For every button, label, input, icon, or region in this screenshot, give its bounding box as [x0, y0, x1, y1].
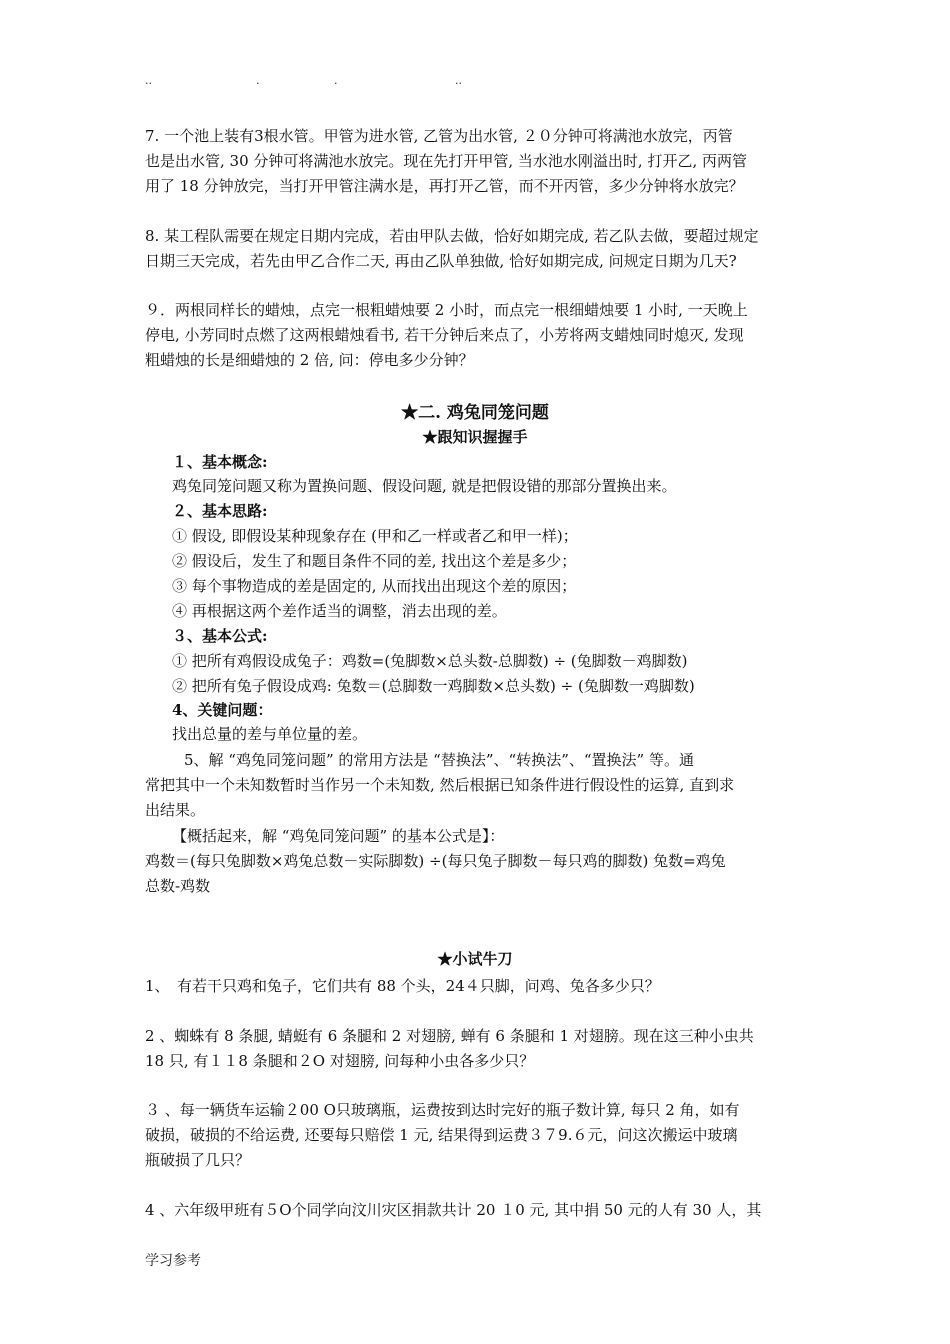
summary-heading: 【概括起来，解 “鸡兔同笼问题” 的基本公式是】： — [172, 827, 505, 845]
concept-text: 鸡兔同笼问题又称为置换问题、假设问题, 就是把假设错的那部分置换出来。 — [172, 477, 677, 495]
practice-2-line-1: 2 、蜘蛛有 8 条腿, 蜻蜓有 6 条腿和 2 对翅膀, 蝉有 6 条腿和 1 对翅膀。现在这三种小虫共 — [145, 1027, 754, 1045]
practice-3-line-2: 破损，破损的不给运费, 还要每只赔偿 1 元, 结果得到运费３７9.６元，问这次搬运中玻璃 — [145, 1126, 738, 1144]
approach-heading: ２、基本思路: — [172, 502, 268, 520]
header-dot-1: .. — [145, 74, 152, 87]
problem-9-line-2: 停电, 小芳同时点燃了这两根蜡烛看书, 若干分钟后来点了，小芳将两支蜡烛同时熄灭, 发现 — [145, 326, 744, 344]
problem-9-line-1: ９．两根同样长的蜡烛，点完一根粗蜡烛要 2 小时，而点完一根细蜡烛要 1 小时, 一天晚上 — [145, 301, 748, 319]
problem-8-line-2: 日期三天完成，若先由甲乙合作二天, 再由乙队单独做, 恰好如期完成, 问规定日期为几天? — [145, 252, 737, 270]
approach-item-4: ④ 再根据这两个差作适当的调整，消去出现的差。 — [172, 602, 507, 620]
method-line-2: 常把其中一个未知数暂时当作另一个未知数, 然后根据已知条件进行假设性的运算, 直到求 — [145, 776, 735, 794]
header-dot-2: . — [256, 74, 260, 87]
header-dot-4: .. — [455, 74, 462, 87]
key-text: 找出总量的差与单位量的差。 — [172, 725, 368, 743]
problem-7-line-2: 也是出水管, 30 分钟可将满池水放完。现在先打开甲管, 当水池水刚溢出时, 打开乙, 丙两管 — [145, 152, 748, 170]
problem-7-line-3: 用了 18 分钟放完，当打开甲管注满水是，再打开乙管，而不开丙管，多少分钟将水放完？ — [145, 177, 744, 195]
practice-4-line-1: 4 、六年级甲班有５O个同学向汶川灾区捐款共计 20 １0 元, 其中捐 50 元的人有 30 人，其 — [145, 1201, 762, 1219]
summary-line-1: 鸡数＝(每只兔脚数×鸡兔总数－实际脚数) ÷(每只兔子脚数－每只鸡的脚数) 兔数=鸡兔 — [145, 852, 726, 870]
key-heading: 4、关键问题： — [172, 701, 273, 719]
method-line-3: 出结果。 — [145, 801, 206, 819]
concept-heading: １、基本概念: — [172, 453, 268, 471]
summary-line-2: 总数-鸡数 — [145, 877, 211, 895]
problem-8-line-1: 8. 某工程队需要在规定日期内完成，若由甲队去做，恰好如期完成, 若乙队去做，要超过规定 — [145, 227, 759, 245]
header-dot-3: . — [334, 74, 338, 87]
practice-1-line-1: 1、 有若干只鸡和兔子，它们共有 88 个头，24４只脚，问鸡、兔各多少只？ — [145, 977, 660, 995]
approach-item-2: ② 假设后，发生了和题目条件不同的差, 找出这个差是多少； — [172, 552, 577, 570]
footer-text: 学习参考 — [145, 1253, 201, 1269]
section-subtitle: ★跟知识握握手 — [422, 428, 528, 446]
approach-item-1: ① 假设, 即假设某种现象存在 (甲和乙一样或者乙和甲一样)； — [172, 527, 578, 545]
practice-title: ★小试牛刀 — [437, 950, 513, 968]
approach-item-3: ③ 每个事物造成的差是固定的, 从而找出出现这个差的原因； — [172, 577, 577, 595]
formula-heading: ３、基本公式: — [172, 627, 268, 645]
formula-item-1: ① 把所有鸡假设成兔子：鸡数=(兔脚数×总头数-总脚数) ÷ (兔脚数－鸡脚数) — [172, 652, 688, 670]
method-line-1: 5、解 “鸡兔同笼问题” 的常用方法是 “替换法”、“转换法”、“置换法” 等。通 — [184, 751, 694, 769]
practice-2-line-2: 18 只, 有１１8 条腿和２O 对翅膀, 问每种小虫各多少只？ — [145, 1052, 535, 1070]
practice-3-line-3: 瓶破损了几只？ — [145, 1151, 251, 1169]
problem-7-line-1: 7. 一个池上装有3根水管。甲管为进水管, 乙管为出水管, ２０分钟可将满池水放完，丙管 — [145, 127, 733, 145]
practice-3-line-1: ３ 、每一辆货车运输２00 O只玻璃瓶，运费按到达时完好的瓶子数计算, 每只 2 角，如有 — [145, 1101, 740, 1119]
section-title: ★二. 鸡兔同笼问题 — [401, 403, 549, 423]
formula-item-2: ② 把所有兔子假设成鸡: 兔数＝(总脚数一鸡脚数×总头数) ÷ (兔脚数一鸡脚数) — [172, 677, 695, 695]
problem-9-line-3: 粗蜡烛的长是细蜡烛的 2 倍, 问：停电多少分钟？ — [145, 351, 474, 369]
